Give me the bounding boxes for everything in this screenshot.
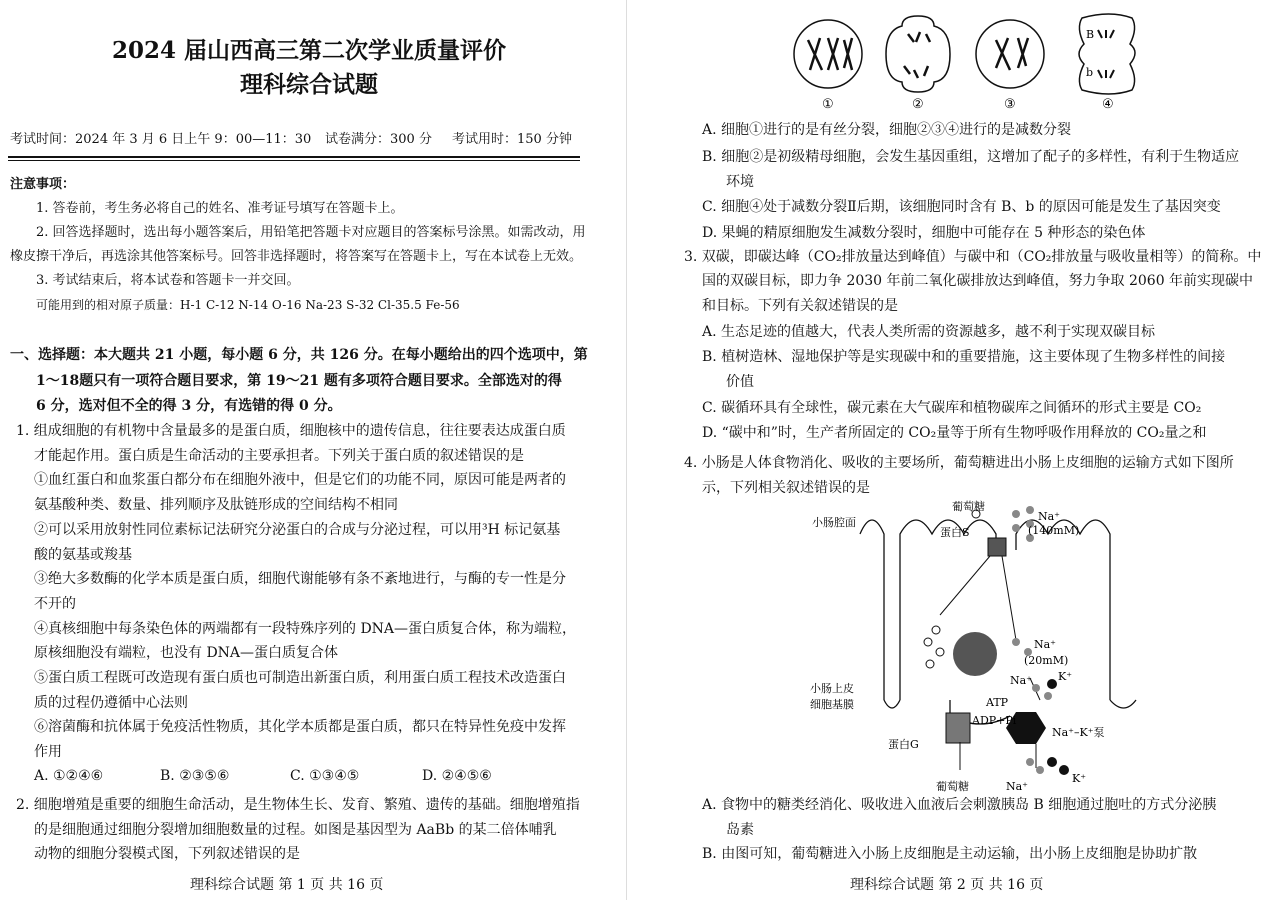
q1-line: ①血红蛋白和血浆蛋白都分布在细胞外液中，但是它们的功能不同，原因可能是两者的 bbox=[34, 472, 566, 489]
protein-s-icon bbox=[988, 538, 1006, 556]
cell-3 bbox=[976, 20, 1044, 112]
label-pump: Na⁺–K⁺泵 bbox=[1052, 726, 1105, 739]
label-na-inside: Na⁺ bbox=[1034, 638, 1056, 651]
q1-line: ④真核细胞中每条染色体的两端都有一段特殊序列的 DNA—蛋白质复合体，称为端粒， bbox=[34, 620, 577, 637]
exam-full-score: 试卷满分：300 分 bbox=[325, 132, 432, 147]
note-line: 橡皮擦干净后，再选涂其他答案标号。回答非选择题时，将答案写在答题卡上，写在本试卷上无效。 bbox=[10, 249, 583, 264]
q2-option-b-cont: 环境 bbox=[726, 174, 754, 190]
section-heading: 一、选择题：本大题共 21 小题，每小题 6 分，共 126 分。在每小题给出的四个选项中，第 bbox=[10, 347, 588, 363]
page-footer: 理科综合试题 第 1 页 共 16 页 bbox=[190, 877, 384, 893]
label-pump-k: K⁺ bbox=[1058, 670, 1073, 683]
protein-g-icon bbox=[946, 713, 970, 743]
section-heading: 1～18题只有一项符合题目要求，第 19～21 题有多项符合题目要求。全部选对的得 bbox=[36, 373, 562, 389]
note-line: 1. 答卷前，考生务必将自己的姓名、准考证号填写在答题卡上。 bbox=[36, 201, 404, 216]
q2-option-d: D. 果蝇的精原细胞发生减数分裂时，细胞中可能存在 5 种形态的染色体 bbox=[702, 225, 1146, 241]
notes-title: 注意事项： bbox=[10, 177, 76, 192]
q1-line: ②可以采用放射性同位素标记法研究分泌蛋白的合成与分泌过程，可以用³H 标记氨基 bbox=[34, 521, 561, 538]
q1-line: ③绝大多数酶的化学本质是蛋白质，细胞代谢能够有条不紊地进行，与酶的专一性是分 bbox=[34, 571, 566, 588]
label-na-inside-conc: (20mM) bbox=[1024, 654, 1069, 667]
q2-option-b: B. 细胞②是初级精母细胞，会发生基因重组，这增加了配子的多样性，有利于生物适应 bbox=[702, 149, 1240, 165]
label-na-bottom: Na⁺ bbox=[1006, 780, 1028, 793]
exam-duration: 考试用时：150 分钟 bbox=[452, 132, 572, 147]
section-heading: 6 分，选对但不全的得 3 分，有选错的得 0 分。 bbox=[36, 398, 342, 414]
label-adp: ADP+Pi bbox=[972, 714, 1017, 727]
q1-option-b: B. ②③⑤⑥ bbox=[160, 768, 230, 784]
q3-line: B. 植树造林、湿地保护等是实现碳中和的重要措施，这主要体现了生物多样性的间接 bbox=[702, 349, 1226, 365]
glucose-transport-diagram bbox=[810, 500, 1160, 793]
q1-line: 酸的氨基或羧基 bbox=[34, 546, 132, 563]
cell-label: ④ bbox=[1102, 97, 1114, 112]
note-line: 2. 回答选择题时，选出每小题答案后，用铅笔把答题卡对应题目的答案标号涂黑。如需改动，用 bbox=[36, 225, 586, 240]
page-1 bbox=[0, 0, 618, 900]
q3-line: A. 生态足迹的值越大，代表人类所需的资源越多，越不利于实现双碳目标 bbox=[702, 324, 1156, 340]
q3-line: C. 碳循环具有全球性，碳元素在大气碳库和植物碳库之间循环的形式主要是 CO₂ bbox=[702, 400, 1202, 416]
label-na-outside-conc: (140mM) bbox=[1028, 524, 1080, 537]
q2-stem-line: 的是细胞通过细胞分裂增加细胞数量的过程。如图是基因型为 AaBb 的某二倍体哺乳 bbox=[34, 822, 557, 838]
cell-4 bbox=[1079, 14, 1135, 112]
q2-stem-line: 动物的细胞分裂模式图，下列叙述错误的是 bbox=[34, 846, 300, 862]
gene-label: B bbox=[1086, 28, 1095, 41]
q1-line: ⑥溶菌酶和抗体属于免疫活性物质，其化学本质都是蛋白质，都只在特异性免疫中发挥 bbox=[34, 719, 566, 736]
header-rule bbox=[8, 156, 580, 158]
q1-line: 氨基酸种类、数量、排列顺序及肽链形成的空间结构不相同 bbox=[34, 497, 398, 514]
page-footer: 理科综合试题 第 2 页 共 16 页 bbox=[850, 877, 1044, 893]
q4-option-a: A. 食物中的糖类经消化、吸收进入血液后会刺激胰岛 B 细胞通过胞吐的方式分泌胰 bbox=[702, 797, 1217, 813]
label-glucose-bottom: 葡萄糖 bbox=[936, 780, 969, 793]
q3-line: 和目标。下列有关叙述错误的是 bbox=[702, 298, 898, 314]
q1-line: 1. 组成细胞的有机物中含量最多的是蛋白质，细胞核中的遗传信息，往往要表达成蛋白质 bbox=[16, 423, 566, 439]
exam-time: 考试时间：2024 年 3 月 6 日上午 9：00—11：30 bbox=[10, 132, 312, 147]
q3-line: 价值 bbox=[726, 374, 754, 390]
label-glucose-top: 葡萄糖 bbox=[952, 500, 985, 513]
q1-line: 才能起作用。蛋白质是生命活动的主要承担者。下列关于蛋白质的叙述错误的是 bbox=[34, 447, 524, 464]
label-na-outside: Na⁺ bbox=[1038, 510, 1060, 523]
q1-line: 作用 bbox=[34, 744, 62, 761]
exam-subtitle: 理科综合试题 bbox=[240, 71, 378, 98]
label-basal2: 细胞基膜 bbox=[810, 698, 854, 711]
cell-label: ① bbox=[822, 97, 834, 112]
q3-line: D. “碳中和”时，生产者所固定的 CO₂量等于所有生物呼吸作用释放的 CO₂量之和 bbox=[702, 425, 1207, 441]
header-rule-thin bbox=[8, 160, 580, 161]
label-lumen: 小肠腔面 bbox=[812, 516, 856, 529]
q1-line: 不开的 bbox=[34, 595, 76, 612]
cell-label: ② bbox=[912, 97, 924, 112]
label-protein-s: 蛋白S bbox=[940, 526, 970, 539]
label-k-bottom: K⁺ bbox=[1072, 772, 1087, 785]
cell-2 bbox=[886, 16, 950, 112]
cell-1 bbox=[794, 20, 862, 112]
q3-line: 3. 双碳，即碳达峰（CO₂排放量达到峰值）与碳中和（CO₂排放量与吸收量相等）的简称。中 bbox=[684, 249, 1262, 265]
page-2 bbox=[640, 0, 1280, 900]
cell-label: ③ bbox=[1004, 97, 1016, 112]
q1-line: 质的过程仍遵循中心法则 bbox=[34, 694, 188, 711]
label-basal: 小肠上皮 bbox=[810, 682, 854, 695]
q4-option-b: B. 由图可知，葡萄糖进入小肠上皮细胞是主动运输，出小肠上皮细胞是协助扩散 bbox=[702, 846, 1198, 862]
q3-line: 国的双碳目标，即力争 2030 年前二氧化碳排放达到峰值，努力争取 2060 年前实现碳中 bbox=[702, 273, 1254, 289]
cell-division-figure bbox=[790, 8, 1170, 114]
label-pump-na: Na⁺ bbox=[1010, 674, 1032, 687]
q1-option-a: A. ①②④⑥ bbox=[34, 768, 104, 784]
q2-option-c: C. 细胞④处于减数分裂Ⅱ后期，该细胞同时含有 B、b 的原因可能是发生了基因突变 bbox=[702, 199, 1221, 215]
q1-option-c: C. ①③④⑤ bbox=[290, 768, 360, 784]
page-gutter bbox=[626, 0, 627, 900]
exam-title: 2024 届山西高三第二次学业质量评价 bbox=[111, 37, 507, 64]
q1-line: 原核细胞没有端粒，也没有 DNA—蛋白质复合体 bbox=[34, 645, 339, 662]
q1-line: ⑤蛋白质工程既可改造现有蛋白质也可制造出新蛋白质，利用蛋白质工程技术改造蛋白 bbox=[34, 670, 566, 686]
q2-stem-line: 2. 细胞增殖是重要的细胞生命活动，是生物体生长、发育、繁殖、遗传的基础。细胞增殖指 bbox=[16, 797, 580, 813]
note-line: 3. 考试结束后，将本试卷和答题卡一并交回。 bbox=[36, 273, 300, 288]
q4-stem-line: 4. 小肠是人体食物消化、吸收的主要场所，葡萄糖进出小肠上皮细胞的运输方式如下图所 bbox=[684, 455, 1234, 471]
q4-option-a-cont: 岛素 bbox=[726, 822, 754, 838]
label-atp: ATP bbox=[986, 696, 1009, 709]
gene-label: b bbox=[1086, 66, 1094, 79]
q1-option-d: D. ②④⑤⑥ bbox=[422, 768, 492, 784]
q2-option-a: A. 细胞①进行的是有丝分裂，细胞②③④进行的是减数分裂 bbox=[702, 122, 1072, 138]
label-protein-g: 蛋白G bbox=[888, 738, 919, 751]
nucleus-icon bbox=[953, 632, 997, 676]
atomic-masses: 可能用到的相对原子质量：H-1 C-12 N-14 O-16 Na-23 S-32 Cl-35.5 Fe-56 bbox=[36, 298, 460, 312]
q4-stem-line: 示，下列相关叙述错误的是 bbox=[702, 480, 870, 496]
